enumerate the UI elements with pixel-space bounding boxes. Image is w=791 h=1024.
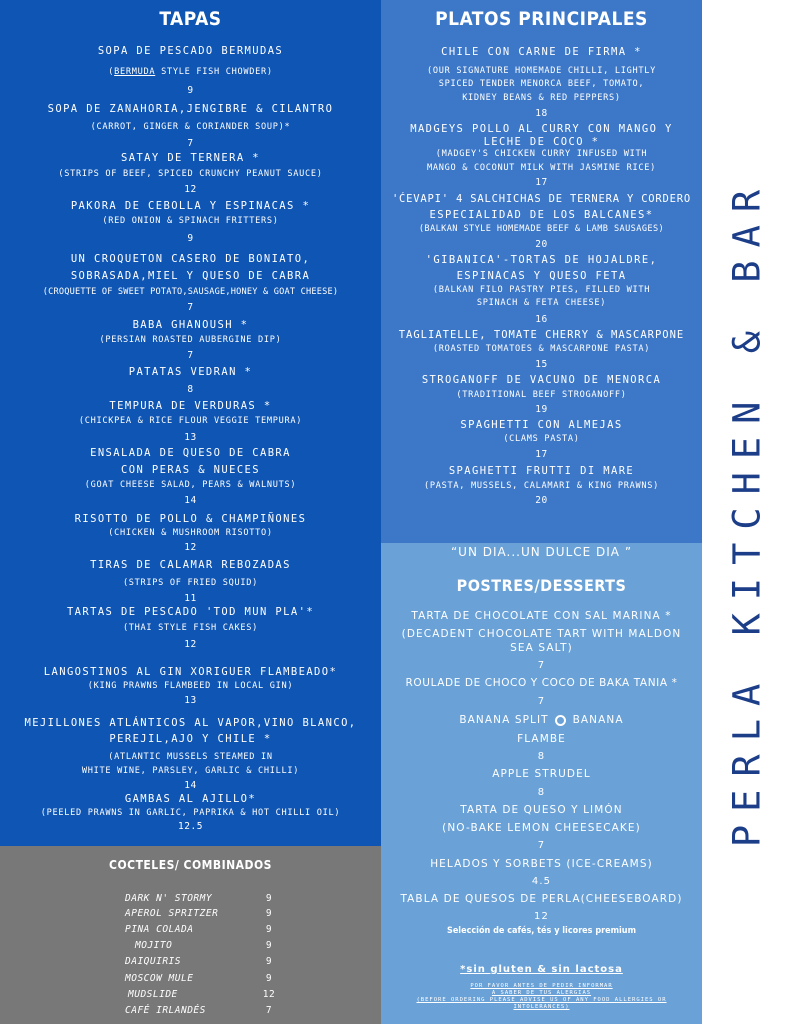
cocktail-row: CAFÉ IRLANDÉS 7 (125, 1005, 273, 1016)
tapas-item-price: 14 (184, 495, 197, 506)
platos-item-price: 20 (535, 495, 548, 506)
tapas-item-price: 13 (184, 432, 197, 443)
tapas-item-name: BABA GHANOUSH * (132, 319, 249, 331)
platos-item-desc: (OUR SIGNATURE HOMEMADE CHILLI, LIGHTLY (426, 66, 657, 76)
postres-item-name: TARTA DE CHOCOLATE CON SAL MARINA * (411, 610, 672, 622)
platos-item-desc-line2: SPICED TENDER MENORCA BEEF, TOMATO, (438, 79, 645, 89)
platos-item-name: 'ĆEVAPI' 4 SALCHICHAS DE TERNERA Y CORDERO (391, 193, 692, 205)
tapas-item-desc: (THAI STYLE FISH CAKES) (122, 623, 259, 633)
tapas-item-price: 8 (187, 384, 194, 395)
tapas-item-price: 7 (187, 138, 194, 149)
platos-item-desc-line2: MANGO & COCONUT MILK WITH JASMINE RICE) (426, 163, 657, 173)
postres-title: POSTRES/DESSERTS (456, 576, 627, 595)
tapas-item-name: LANGOSTINOS AL GIN XORIGUER FLAMBEADO* (43, 666, 338, 678)
tapas-item-price: 14 (184, 780, 197, 791)
platos-item-name: SPAGHETTI FRUTTI DI MARE (448, 465, 635, 477)
tapas-item-desc: (STRIPS OF BEEF, SPICED CRUNCHY PEANUT SAUCE) (58, 169, 323, 179)
platos-item-price: 15 (535, 359, 548, 370)
tapas-item-name: TARTAS DE PESCADO 'TOD MUN PLA'* (66, 606, 315, 618)
postres-item-price: 8 (537, 751, 546, 762)
cocktail-row: APEROL SPRITZER 9 (125, 908, 273, 919)
postres-item-desc: (DECADENT CHOCOLATE TART WITH MALDON (401, 628, 682, 640)
platos-item-name-line2: ESPECIALIDAD DE LOS BALCANES* (429, 209, 654, 221)
restaurant-name: PERLA KITCHEN & BAR (725, 176, 768, 848)
postres-item-name: BANANA SPLIT BANANA (459, 714, 624, 726)
platos-item-price: 16 (535, 314, 548, 325)
tapas-item-desc: (CARROT, GINGER & CORIANDER SOUP)* (90, 122, 291, 132)
tapas-item-desc: (KING PRAWNS FLAMBEED IN LOCAL GIN) (87, 681, 294, 691)
tapas-item-desc: (BERMUDA STYLE FISH CHOWDER) (108, 67, 273, 77)
bermuda-link[interactable]: BERMUDA (114, 67, 156, 77)
platos-item-price: 17 (535, 449, 548, 460)
platos-item-desc: (ROASTED TOMATOES & MASCARPONE PASTA) (432, 344, 651, 354)
tapas-item-name: PATATAS VEDRAN * (128, 366, 253, 378)
platos-item-desc: (CLAMS PASTA) (503, 434, 580, 444)
platos-item-price: 19 (535, 404, 548, 415)
platos-item-desc-line2: SPINACH & FETA CHEESE) (476, 298, 607, 308)
tapas-item-desc: (CHICKPEA & RICE FLOUR VEGGIE TEMPURA) (78, 416, 303, 426)
circle-bullet-icon (555, 715, 566, 726)
postres-section (381, 543, 702, 1024)
tapas-item-name: SOPA DE PESCADO BERMUDAS (97, 45, 284, 57)
tapas-item-name: TEMPURA DE VERDURAS * (109, 400, 272, 412)
tapas-item-name: GAMBAS AL AJILLO* (124, 793, 257, 805)
tapas-item-price: 12 (184, 184, 197, 195)
platos-item-desc-line3: KIDNEY BEANS & RED PEPPERS) (462, 93, 621, 103)
platos-item-name: 'GIBANICA'-TORTAS DE HOJALDRE, (425, 254, 658, 266)
cocktail-row: DARK N' STORMY 9 (125, 893, 273, 904)
cocteles-section (0, 846, 381, 1024)
tapas-item-name: TIRAS DE CALAMAR REBOZADAS (90, 559, 291, 571)
tapas-item-price: 11 (184, 593, 197, 604)
postres-item-price: 7 (537, 660, 546, 671)
tapas-item-desc: (CROQUETTE OF SWEET POTATO,SAUSAGE,HONEY & GOAT CHEESE) (42, 287, 339, 297)
platos-item-name: MADGEYS POLLO AL CURRY CON MANGO Y (410, 123, 673, 135)
platos-item-price: 20 (535, 239, 548, 250)
platos-item-name: CHILE CON CARNE DE FIRMA * (441, 46, 642, 58)
tapas-item-desc: (CHICKEN & MUSHROOM RISOTTO) (108, 528, 273, 538)
dessert-quote: “UN DIA...UN DULCE DIA ” (450, 545, 633, 559)
tapas-item-name-line2: PEREJIL,AJO Y CHILE * (109, 733, 272, 745)
tapas-item-price: 9 (187, 85, 194, 96)
platos-principales-section (381, 0, 702, 543)
tapas-item-desc: (GOAT CHEESE SALAD, PEARS & WALNUTS) (84, 480, 297, 490)
tapas-item-name: RISOTTO DE POLLO & CHAMPIÑONES (74, 513, 307, 525)
tapas-item-desc: (RED ONION & SPINACH FRITTERS) (102, 216, 279, 226)
cocktail-row: PINA COLADA 9 (125, 924, 273, 935)
tapas-item-price: 12 (184, 639, 197, 650)
tapas-item-price: 9 (187, 233, 194, 244)
premium-drinks-note: Selección de cafés, tés y licores premium (446, 926, 637, 936)
tapas-item-name: PAKORA DE CEBOLLA Y ESPINACAS * (70, 200, 311, 212)
platos-item-name-line2: ESPINACAS Y QUESO FETA (456, 270, 627, 282)
postres-item-price: 12 (534, 911, 549, 922)
postres-item-name: ROULADE DE CHOCO Y COCO DE BAKA TANIA * (405, 677, 678, 689)
tapas-item-price: 7 (187, 302, 194, 313)
tapas-item-name: ENSALADA DE QUESO DE CABRA (90, 447, 291, 459)
tapas-item-name: MEJILLONES ATLÁNTICOS AL VAPOR,VINO BLANCO, (24, 717, 357, 729)
tapas-item-price: 12 (184, 542, 197, 553)
postres-item-name: HELADOS Y SORBETS (ICE-CREAMS) (430, 858, 653, 870)
brand-strip (702, 0, 791, 1024)
postres-item-name: TARTA DE QUESO Y LIMÓN (460, 804, 623, 816)
cocktail-row: MOJITO 9 (135, 940, 273, 951)
postres-item-name-line2: FLAMBE (517, 733, 566, 745)
platos-item-price: 18 (535, 108, 548, 119)
cocteles-title: COCTELES/ COMBINADOS (109, 858, 272, 872)
tapas-item-name: UN CROQUETON CASERO DE BONIATO, (70, 253, 311, 265)
platos-item-name: TAGLIATELLE, TOMATE CHERRY & MASCARPONE (398, 329, 685, 341)
allergy-notice: POR FAVOR ANTES DE PEDIR INFORMAR A SABER DE TUS ALERGIAS (BEFORE ORDERING PLEASE ADVISE US OF ANY FOOD ALLERGIES OR INTOLERANCES) (416, 983, 667, 1010)
platos-item-desc: (TRADITIONAL BEEF STROGANOFF) (456, 390, 627, 400)
platos-item-name: SPAGHETTI CON ALMEJAS (460, 419, 623, 431)
cocktail-row: DAIQUIRIS 9 (125, 956, 273, 967)
tapas-item-name-line2: SOBRASADA,MIEL Y QUESO DE CABRA (70, 270, 311, 282)
platos-item-price: 17 (535, 177, 548, 188)
postres-item-desc-line2: SEA SALT) (510, 642, 573, 654)
tapas-item-name-line2: CON PERAS & NUECES (121, 464, 260, 476)
tapas-item-desc: (PERSIAN ROASTED AUBERGINE DIP) (99, 335, 282, 345)
cocktail-row: MOSCOW MULE 9 (125, 973, 273, 984)
tapas-item-desc: (PEELED PRAWNS IN GARLIC, PAPRIKA & HOT CHILLI OIL) (40, 808, 341, 818)
tapas-item-desc: (ATLANTIC MUSSELS STEAMED IN (108, 752, 273, 762)
postres-item-name: TABLA DE QUESOS DE PERLA(CHEESEBOARD) (400, 893, 683, 905)
postres-item-desc: (NO-BAKE LEMON CHEESECAKE) (442, 822, 641, 834)
postres-item-name: APPLE STRUDEL (492, 768, 591, 780)
tapas-title: TAPAS (159, 8, 222, 30)
tapas-section (0, 0, 381, 846)
postres-item-price: 7 (537, 840, 546, 851)
postres-item-price: 8 (537, 787, 546, 798)
tapas-item-price: 12.5 (178, 821, 203, 832)
tapas-item-price: 7 (187, 350, 194, 361)
platos-item-desc: (BALKAN FILO PASTRY PIES, FILLED WITH (432, 285, 651, 295)
gluten-free-note: *sin gluten & sin lactosa (460, 964, 623, 975)
cocktail-row: MUDSLIDE 12 (128, 989, 276, 1000)
tapas-item-name: SATAY DE TERNERA * (121, 152, 260, 164)
platos-item-desc: (BALKAN STYLE HOMEMADE BEEF & LAMB SAUSAGES) (418, 224, 665, 234)
tapas-item-desc-line2: WHITE WINE, PARSLEY, GARLIC & CHILLI) (81, 766, 300, 776)
platos-item-desc: (PASTA, MUSSELS, CALAMARI & KING PRAWNS) (424, 481, 659, 491)
postres-item-price: 7 (537, 696, 546, 707)
tapas-item-price: 13 (184, 695, 197, 706)
platos-item-name: STROGANOFF DE VACUNO DE MENORCA (421, 374, 662, 386)
tapas-item-name: SOPA DE ZANAHORIA,JENGIBRE & CILANTRO (47, 103, 334, 115)
platos-title: PLATOS PRINCIPALES (435, 8, 648, 30)
platos-item-desc: (MADGEY'S CHICKEN CURRY INFUSED WITH (435, 149, 648, 159)
platos-item-name-line2: LECHE DE COCO * (483, 136, 600, 148)
postres-item-price: 4.5 (531, 876, 552, 887)
tapas-item-desc: (STRIPS OF FRIED SQUID) (122, 578, 259, 588)
